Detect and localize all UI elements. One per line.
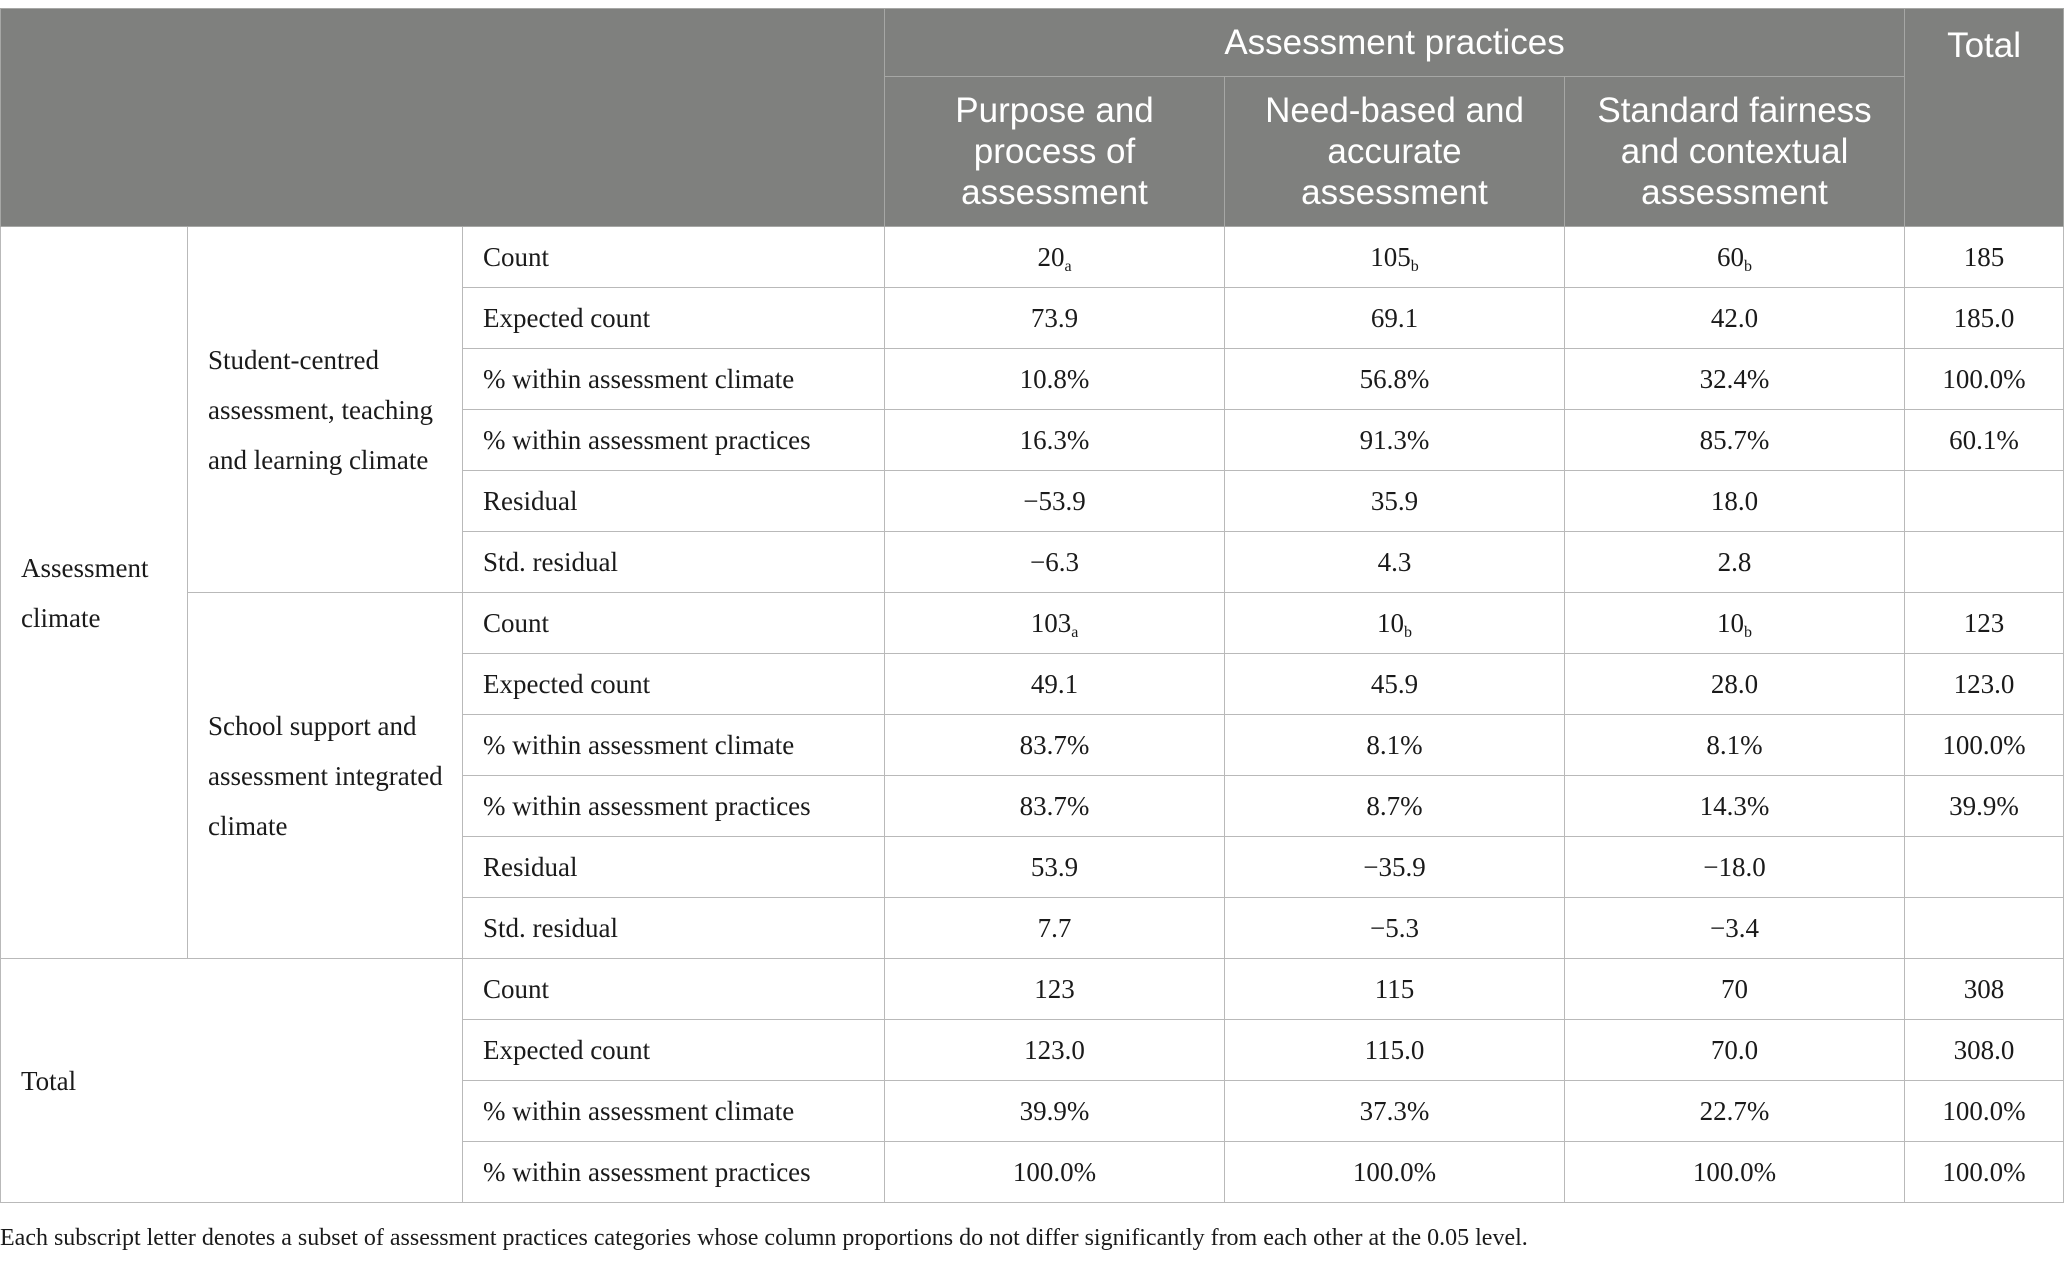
cell-value: 35.9 (1225, 471, 1565, 532)
cell-value: 69.1 (1225, 288, 1565, 349)
subscript-letter: b (1404, 623, 1413, 641)
row-label: Std. residual (463, 898, 885, 959)
cell-value: 7.7 (885, 898, 1225, 959)
cell-total: 100.0% (1905, 1142, 2064, 1203)
cell-value: −5.3 (1225, 898, 1565, 959)
row-label: Residual (463, 471, 885, 532)
cell-value: 22.7% (1565, 1081, 1905, 1142)
row-label: Expected count (463, 654, 885, 715)
cell-value: 14.3% (1565, 776, 1905, 837)
cell-total: 39.9% (1905, 776, 2064, 837)
total-group-label: Total (1, 959, 463, 1203)
cell-value: −6.3 (885, 532, 1225, 593)
row-label: Count (463, 959, 885, 1020)
table-row (1, 227, 2064, 288)
cell-value: 42.0 (1565, 288, 1905, 349)
cell-value: 53.9 (885, 837, 1225, 898)
table-header (1, 9, 2064, 227)
cell-value: 100.0% (1225, 1142, 1565, 1203)
table-row (1, 959, 2064, 1020)
cell-value: $60_b$ (1565, 227, 1905, 288)
cell-total: 100.0% (1905, 1081, 2064, 1142)
cell-total: 185.0 (1905, 288, 2064, 349)
cell-total: 100.0% (1905, 715, 2064, 776)
header-blank-cell (1, 9, 885, 227)
subscript-letter: b (1410, 257, 1419, 275)
cell-value: 85.7% (1565, 410, 1905, 471)
row-label: Count (463, 227, 885, 288)
cell-total: 100.0% (1905, 349, 2064, 410)
cell-total: 60.1% (1905, 410, 2064, 471)
cell-value: 8.1% (1225, 715, 1565, 776)
cell-value: 28.0 (1565, 654, 1905, 715)
cell-value: 49.1 (885, 654, 1225, 715)
cell-value: 2.8 (1565, 532, 1905, 593)
crosstab-table (0, 8, 2064, 1203)
cell-value: 4.3 (1225, 532, 1565, 593)
cell-value: $20_a$ (885, 227, 1225, 288)
cell-value: 39.9% (885, 1081, 1225, 1142)
row-label: Expected count (463, 288, 885, 349)
cell-value: 56.8% (1225, 349, 1565, 410)
header-col-standard-fairness: Standard fairness and contextual assessment (1565, 77, 1905, 227)
cell-total: 308 (1905, 959, 2064, 1020)
row-label: % within assessment climate (463, 349, 885, 410)
subscript-letter: b (1744, 623, 1753, 641)
cell-value: 115 (1225, 959, 1565, 1020)
cell-total: 185 (1905, 227, 2064, 288)
cell-value: 18.0 (1565, 471, 1905, 532)
header-total: Total (1905, 9, 2064, 227)
row-label: % within assessment practices (463, 1142, 885, 1203)
table-row (1, 593, 2064, 654)
table-body (1, 227, 2064, 1203)
row-label: Expected count (463, 1020, 885, 1081)
cell-total: 123 (1905, 593, 2064, 654)
cell-value: 83.7% (885, 776, 1225, 837)
cell-total (1905, 532, 2064, 593)
cell-total: 308.0 (1905, 1020, 2064, 1081)
row-label: Count (463, 593, 885, 654)
row-label: Std. residual (463, 532, 885, 593)
cell-value: −35.9 (1225, 837, 1565, 898)
cell-value: 83.7% (885, 715, 1225, 776)
cell-value: 8.1% (1565, 715, 1905, 776)
row-label: % within assessment practices (463, 410, 885, 471)
cell-value: $10_b$ (1225, 593, 1565, 654)
cell-value: 123.0 (885, 1020, 1225, 1081)
group-label-student-centred: Student-centred assessment, teaching and learning climate (188, 227, 463, 593)
header-assessment-practices: Assessment practices (885, 9, 1905, 77)
cell-value: 100.0% (1565, 1142, 1905, 1203)
cell-value: $103_a$ (885, 593, 1225, 654)
cell-value: $105_b$ (1225, 227, 1565, 288)
cell-value: 10.8% (885, 349, 1225, 410)
cell-value: 73.9 (885, 288, 1225, 349)
subscript-letter: a (1071, 623, 1079, 641)
cell-total (1905, 471, 2064, 532)
cell-value: −18.0 (1565, 837, 1905, 898)
cell-value: −53.9 (885, 471, 1225, 532)
row-label: Residual (463, 837, 885, 898)
subscript-letter: b (1744, 257, 1753, 275)
cell-value: 8.7% (1225, 776, 1565, 837)
row-label: % within assessment practices (463, 776, 885, 837)
cell-value: 91.3% (1225, 410, 1565, 471)
cell-total: 123.0 (1905, 654, 2064, 715)
cell-value: 32.4% (1565, 349, 1905, 410)
cell-value: 16.3% (885, 410, 1225, 471)
table-container (0, 8, 2063, 1203)
header-col-need-based: Need-based and accurate assessment (1225, 77, 1565, 227)
cell-value: 115.0 (1225, 1020, 1565, 1081)
cell-value: 70.0 (1565, 1020, 1905, 1081)
cell-value: 45.9 (1225, 654, 1565, 715)
cell-total (1905, 898, 2064, 959)
cell-value: 37.3% (1225, 1081, 1565, 1142)
subscript-letter: a (1064, 257, 1072, 275)
cell-value: 100.0% (885, 1142, 1225, 1203)
assessment-climate-label: Assessment climate (1, 227, 188, 959)
row-label: % within assessment climate (463, 1081, 885, 1142)
group-label-school-support: School support and assessment integrated climate (188, 593, 463, 959)
cell-value: 70 (1565, 959, 1905, 1020)
table-footnote: Each subscript letter denotes a subset of assessment practices categories whose column proportions do not differ significantly from each other at the 0.05 level. (0, 1225, 1528, 1251)
row-label: % within assessment climate (463, 715, 885, 776)
cell-total (1905, 837, 2064, 898)
header-col-purpose-process: Purpose and process of assessment (885, 77, 1225, 227)
cell-value: 123 (885, 959, 1225, 1020)
cell-value: $10_b$ (1565, 593, 1905, 654)
cell-value: −3.4 (1565, 898, 1905, 959)
